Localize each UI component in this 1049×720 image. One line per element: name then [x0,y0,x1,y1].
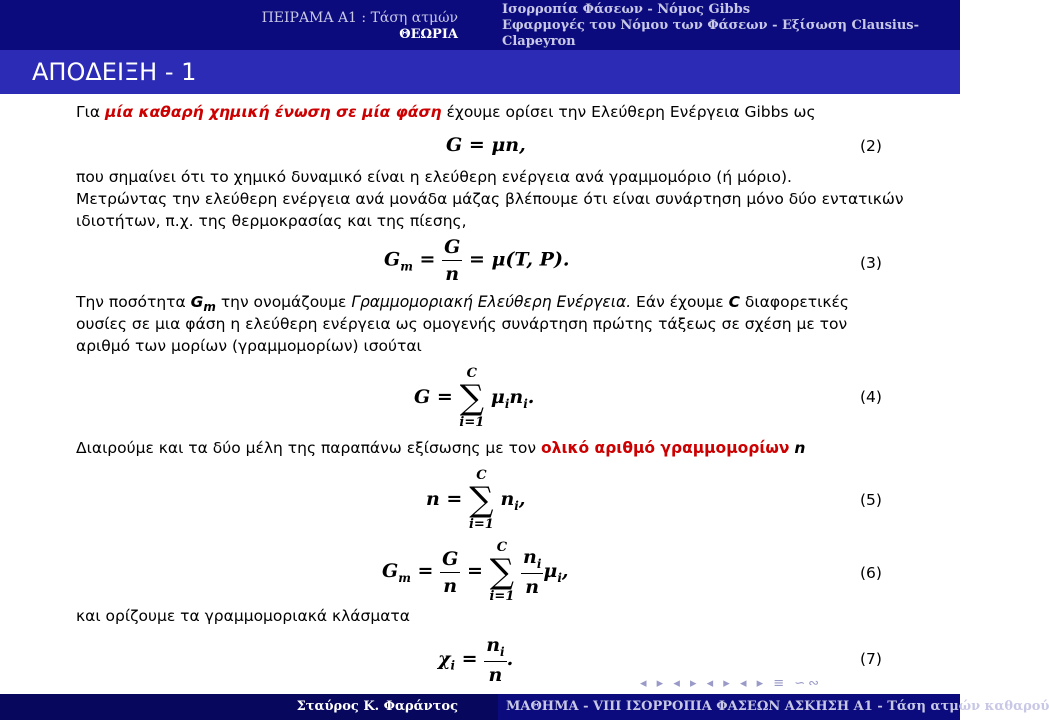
paragraph-4: ιδιοτήτων, π.χ. της θερμοκρασίας και της πίεσης, [76,212,467,230]
equation-2: G = μn, [446,134,526,156]
header-left [0,0,498,50]
equation-4: G = C ∑ i=1 $\mu_in_i$. [414,366,535,430]
highlight-text: μία καθαρή χημική ένωση σε μία φάση [105,103,442,121]
header-section-link[interactable]: ΠΕΙΡΑΜΑ Α1 : Τάση ατμών [261,10,458,26]
footer-course: ΜΑΘΗΜΑ - VIII ΙΣΟΡΡΟΠΙΑ ΦΑΣΕΩΝ ΑΣΚΗΣΗ Α1 - Τάση ατμών καθαρού [506,699,1049,714]
paragraph-6: ουσίες σε μια φάση η ελεύθερη ενέργεια ως ομογενής συνάρτηση πρώτης τάξεως σε σχέση με τον [76,315,848,333]
equation-5: n = C ∑ i=1 $n_i$, [426,468,526,532]
equation-number-3: (3) [860,254,882,272]
paragraph-9: και ορίζουμε τα γραμμομοριακά κλάσματα [76,607,410,625]
paragraph-7: αριθμό των μορίων (γραμμομορίων) ισούται [76,337,422,355]
footer-author: Σταύρος Κ. Φαράντος [296,699,458,714]
footer [0,694,1049,720]
equation-number-7: (7) [860,650,882,668]
slide-title: ΑΠΟΔΕΙΞΗ - 1 [32,58,197,86]
beamer-navigation-icons[interactable]: ◂ ▸ ◂ ▸ ◂ ▸ ◂ ▸ ≡ ∽∾ [640,676,823,691]
equation-6: $G_m$ = $\frac{G}{n}$ = C ∑ i=1 $\frac{n_i}{n}$ $\mu_i$, [382,540,569,604]
equation-number-6: (6) [860,564,882,582]
paragraph-5: Την ποσότητα $G_m$ την ονομάζουμε Γραμμομοριακή Ελεύθερη Ενέργεια. Εάν έχουμε C διαφορετικές [76,293,849,315]
equation-number-4: (4) [860,388,882,406]
highlight-text: ολικό αριθμό γραμμομορίων [541,439,790,457]
paragraph-2: που σημαίνει ότι το χημικό δυναμικό είναι η ελεύθερη ενέργεια ανά γραμμομόριο (ή μόριο). [76,168,792,186]
header-subsection-link[interactable]: ΘΕΩΡΙΑ [399,27,458,42]
equation-number-5: (5) [860,491,882,509]
equation-7: $\chi_i$ = $\frac{n_i}{n}$ . [438,634,514,686]
equation-3: $G_m$ = $\frac{G}{n}$ = μ(T, P). [384,236,570,285]
header-topic-1[interactable]: Ισορροπία Φάσεων - Νόμος Gibbs [502,2,751,17]
paragraph-8: Διαιρούμε και τα δύο μέλη της παραπάνω εξίσωσης με τον ολικό αριθμό γραμμομορίων n [76,439,806,457]
top-header [0,0,960,50]
footer-left [0,694,498,720]
paragraph-1: Για μία καθαρή χημική ένωση σε μία φάση έχουμε ορίσει την Ελεύθερη Ενέργεια Gibbs ως [76,103,816,121]
equation-number-2: (2) [860,137,882,155]
header-topic-2[interactable]: Εφαρμογές του Νόμου των Φάσεων - Εξίσωση Clausius-Clapeyron [502,18,920,49]
paragraph-3: Μετρώντας την ελεύθερη ενέργεια ανά μονάδα μάζας βλέπουμε ότι είναι συνάρτηση μόνο δύο εντατικών [76,190,904,208]
